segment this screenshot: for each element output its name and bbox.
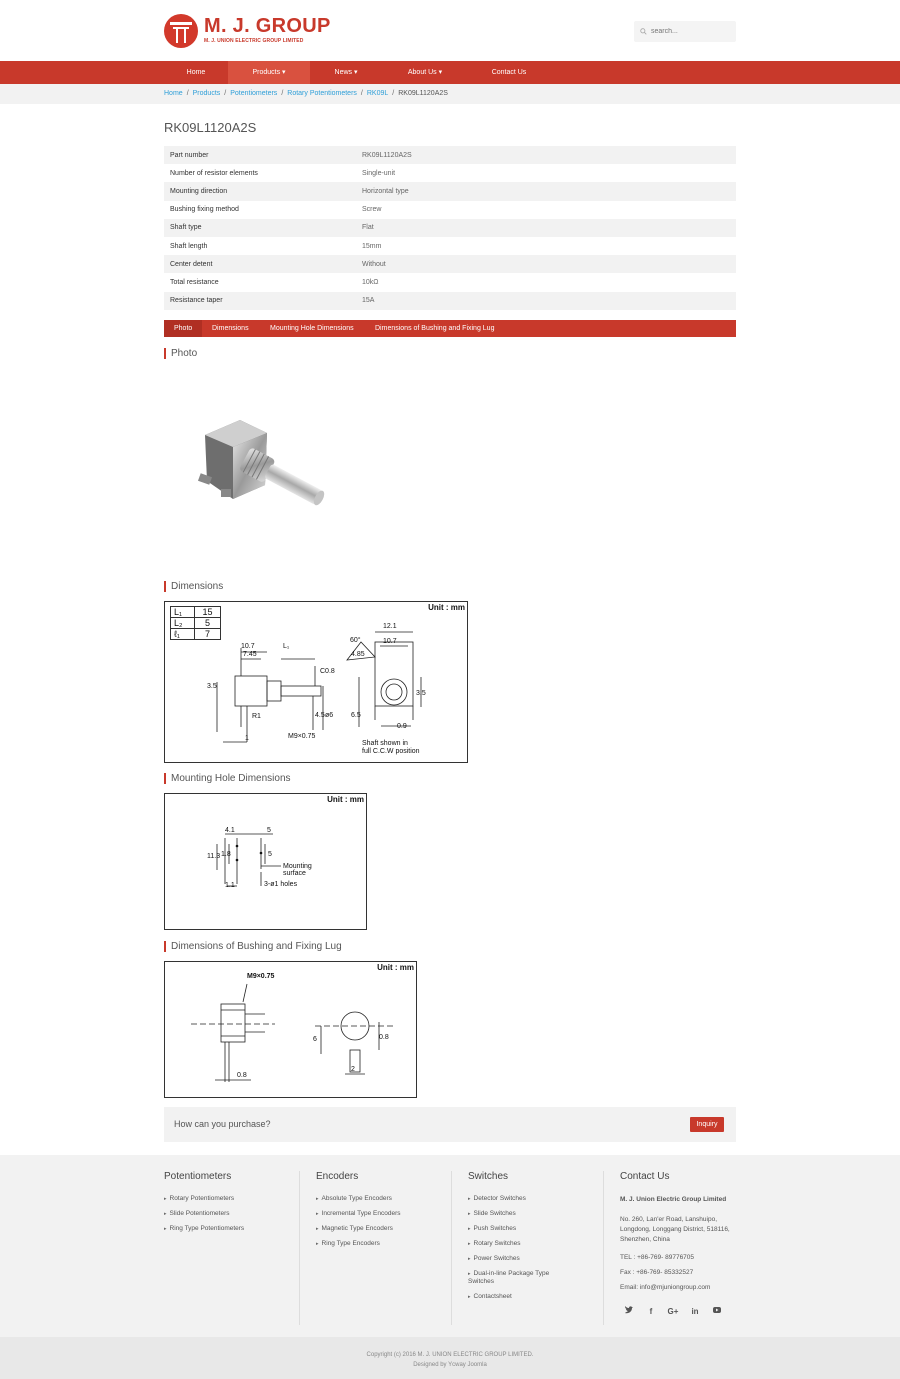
drawing-note: Shaft shown in (362, 740, 408, 747)
breadcrumb-separator: / (392, 90, 395, 97)
spec-label: Number of resistor elements (170, 169, 258, 177)
footer-divider (603, 1171, 604, 1325)
dim-label: 12.1 (383, 623, 397, 630)
spec-value: Single-unit (362, 169, 396, 177)
designer-credit[interactable]: Designed by Ycway Joomla (413, 1362, 487, 1368)
footer-link[interactable]: ▸ Dual-in-line Package Type Switches (468, 1270, 568, 1286)
nav-news[interactable]: News ▾ (334, 69, 358, 76)
footer-link[interactable]: ▸ Contactsheet (468, 1293, 568, 1301)
spec-label: Shaft type (164, 219, 362, 237)
spec-value: 15A (362, 292, 736, 310)
mounting-hole-drawing (164, 793, 367, 930)
search-icon (640, 28, 647, 35)
spec-value: RK09L1120A2S (362, 146, 736, 164)
search-input[interactable] (651, 28, 721, 35)
footer-contact (620, 1171, 736, 1293)
table-row (164, 273, 736, 291)
dim-label: 7.45 (243, 651, 257, 658)
section-title-photo: Photo (164, 348, 197, 359)
dim-label: 1.8 (221, 851, 231, 858)
dim-symbol: ℓ₁ (171, 629, 195, 640)
facebook-icon[interactable]: f (649, 1307, 653, 1316)
company-name: M. J. Union Electric Group Limited (620, 1196, 727, 1203)
youtube-icon[interactable] (710, 1305, 724, 1319)
footer-link[interactable]: ▸ Absolute Type Encoders (316, 1195, 452, 1203)
footer-link[interactable]: ▸ Rotary Potentiometers (164, 1195, 300, 1203)
dim-label: 10.7 (241, 643, 255, 650)
footer-link[interactable]: ▸ Slide Switches (468, 1210, 568, 1218)
dim-label: M9×0.75 (247, 973, 275, 980)
dim-value: 7 (195, 629, 221, 640)
footer-heading: Contact Us (620, 1171, 670, 1182)
unit-label: Unit : mm (377, 963, 414, 972)
brand-name[interactable]: M. J. GROUP (204, 15, 331, 37)
tab-mounting-hole[interactable]: Mounting Hole Dimensions (270, 325, 354, 332)
dim-label: R1 (252, 713, 261, 720)
dim-label: ø6 (325, 712, 334, 719)
dim-label: 0.8 (379, 1034, 389, 1041)
spec-value: Flat (362, 219, 736, 237)
purchase-question: How can you purchase? (174, 1119, 271, 1129)
brand-subtitle: M. J. UNION ELECTRIC GROUP LIMITED (204, 38, 304, 44)
dim-value: 15 (195, 607, 221, 618)
tab-bushing[interactable]: Dimensions of Bushing and Fixing Lug (375, 325, 495, 332)
spec-table (164, 146, 736, 310)
tab-dimensions[interactable]: Dimensions (212, 325, 249, 332)
spec-label: Bushing fixing method (170, 206, 239, 214)
spec-value: Horizontal type (362, 182, 736, 200)
table-row (164, 219, 736, 237)
purchase-bar (164, 1107, 736, 1142)
breadcrumb-separator: / (186, 90, 189, 97)
dim-label: C0.8 (320, 668, 335, 675)
dimension-lines (165, 602, 467, 762)
bushing-lines (165, 962, 416, 1097)
twitter-icon[interactable] (622, 1305, 636, 1319)
dim-label: surface (283, 870, 306, 877)
bushing-drawing (164, 961, 417, 1098)
drawing-note: full C.C.W position (362, 748, 420, 755)
footer-encoders (316, 1171, 452, 1255)
company-fax: Fax : +86-769- 85332527 (620, 1269, 694, 1276)
dim-label: 6.5 (351, 712, 361, 719)
spec-value: Screw (362, 206, 382, 214)
page-title: RK09L1120A2S (164, 120, 257, 135)
unit-label: Unit : mm (428, 603, 465, 612)
dim-label: 10.7 (383, 638, 397, 645)
detail-tabs (164, 320, 736, 337)
dim-label: L₁ (283, 643, 290, 650)
dim-label: Mounting (283, 863, 312, 870)
breadcrumb-rotary[interactable]: Rotary Potentiometers (287, 90, 357, 97)
logo-icon[interactable] (164, 14, 198, 48)
footer-link[interactable]: ▸ Detector Switches (468, 1195, 568, 1203)
unit-label: Unit : mm (327, 795, 364, 804)
breadcrumb-potentiometers[interactable]: Potentiometers (230, 90, 278, 97)
google-plus-icon[interactable]: G+ (667, 1307, 679, 1316)
table-row (164, 292, 736, 310)
spec-label: Shaft length (170, 242, 208, 250)
dim-label: M9×0.75 (288, 733, 316, 740)
table-row (164, 237, 736, 255)
product-photo (195, 415, 335, 520)
footer-link[interactable]: ▸ Push Switches (468, 1225, 568, 1233)
breadcrumb-separator: / (281, 90, 284, 97)
table-row (164, 255, 736, 273)
dim-label: 1 (245, 735, 249, 742)
nav-products[interactable]: Products ▾ (228, 61, 310, 84)
nav-home[interactable]: Home (186, 69, 206, 76)
section-title-bushing: Dimensions of Bushing and Fixing Lug (164, 941, 342, 952)
dim-symbol: L₁ (171, 607, 195, 618)
site-footer (0, 1155, 900, 1337)
spec-label: Part number (164, 146, 362, 164)
footer-heading: Switches (468, 1171, 509, 1182)
copyright-text: Copyright (c) 2016 M. J. UNION ELECTRIC GROUP LIMITED. (366, 1352, 534, 1358)
dim-label: 5 (267, 827, 271, 834)
spec-label: Resistance taper (164, 292, 362, 310)
company-tel: TEL : +86-769- 89776705 (620, 1254, 695, 1261)
search-box[interactable] (634, 21, 736, 42)
dim-label: 3.5 (416, 690, 426, 697)
breadcrumb-separator: / (224, 90, 227, 97)
table-row (164, 164, 736, 182)
footer-divider (451, 1171, 452, 1325)
footer-link[interactable]: ▸ Ring Type Encoders (316, 1240, 452, 1248)
dimensions-drawing (164, 601, 468, 763)
section-title-dimensions: Dimensions (164, 581, 223, 592)
footer-heading: Encoders (316, 1171, 359, 1182)
dim-label: 0.8 (237, 1072, 247, 1079)
footer-heading: Potentiometers (164, 1171, 232, 1182)
dim-label: 6 (313, 1036, 317, 1043)
company-email[interactable]: Email: info@mjuniongroup.com (620, 1284, 711, 1291)
dim-label: 3.5 (207, 683, 217, 690)
copyright-bar (0, 1337, 900, 1379)
dim-label: 0.9 (397, 723, 407, 730)
breadcrumb-series[interactable]: RK09L (366, 90, 389, 97)
spec-value: Without (362, 255, 736, 273)
spec-label: Center detent (164, 255, 362, 273)
linkedin-icon[interactable]: in (691, 1307, 699, 1316)
dim-label: 4.1 (225, 827, 235, 834)
spec-value: 10kΩ (362, 278, 379, 286)
breadcrumb (0, 84, 900, 104)
dim-label: 5 (268, 851, 272, 858)
footer-switches (468, 1171, 568, 1308)
nav-about[interactable]: About Us ▾ (407, 69, 443, 76)
footer-link[interactable]: ▸ Incremental Type Encoders (316, 1210, 452, 1218)
dim-label: 11.3 (207, 853, 221, 860)
footer-divider (299, 1171, 300, 1325)
section-title-mounting: Mounting Hole Dimensions (164, 773, 291, 784)
footer-link[interactable]: ▸ Ring Type Potentiometers (164, 1225, 300, 1233)
dim-label: 4.5 (315, 712, 325, 719)
social-links (622, 1305, 724, 1319)
dim-label: 1.1 (225, 882, 235, 889)
dim-value: 5 (195, 618, 221, 629)
inquiry-button[interactable]: Inquiry (690, 1117, 724, 1132)
breadcrumb-home[interactable]: Home (164, 90, 183, 97)
dim-label: 4.85 (351, 651, 365, 658)
breadcrumb-current: RK09L1120A2S (398, 90, 448, 97)
dim-label: 3-ø1 holes (264, 881, 298, 888)
breadcrumb-separator: / (360, 90, 363, 97)
dim-symbol: L₂ (171, 618, 195, 629)
mounting-lines (165, 794, 366, 929)
table-row (164, 182, 736, 200)
footer-link[interactable]: ▸ Magnetic Type Encoders (316, 1225, 452, 1233)
footer-potentiometers (164, 1171, 300, 1240)
breadcrumb-products[interactable]: Products (192, 90, 221, 97)
company-address: No. 260, Lan'er Road, Lanshuipo, Longdong, Longgang District, 518116, Shenzhen, China (620, 1216, 730, 1243)
footer-link[interactable]: ▸ Rotary Switches (468, 1240, 568, 1248)
table-row (164, 201, 736, 219)
dim-label: 60° (350, 637, 361, 644)
nav-contact[interactable]: Contact Us (491, 69, 527, 76)
spec-label: Total resistance (170, 278, 219, 286)
main-nav (0, 61, 900, 84)
site-header (0, 0, 900, 61)
footer-link[interactable]: ▸ Power Switches (468, 1255, 568, 1263)
dim-label: 2 (351, 1066, 355, 1073)
spec-label: Mounting direction (164, 182, 362, 200)
spec-value: 15mm (362, 242, 382, 250)
table-row (164, 146, 736, 164)
footer-link[interactable]: ▸ Slide Potentiometers (164, 1210, 300, 1218)
tab-photo[interactable]: Photo (164, 320, 202, 337)
